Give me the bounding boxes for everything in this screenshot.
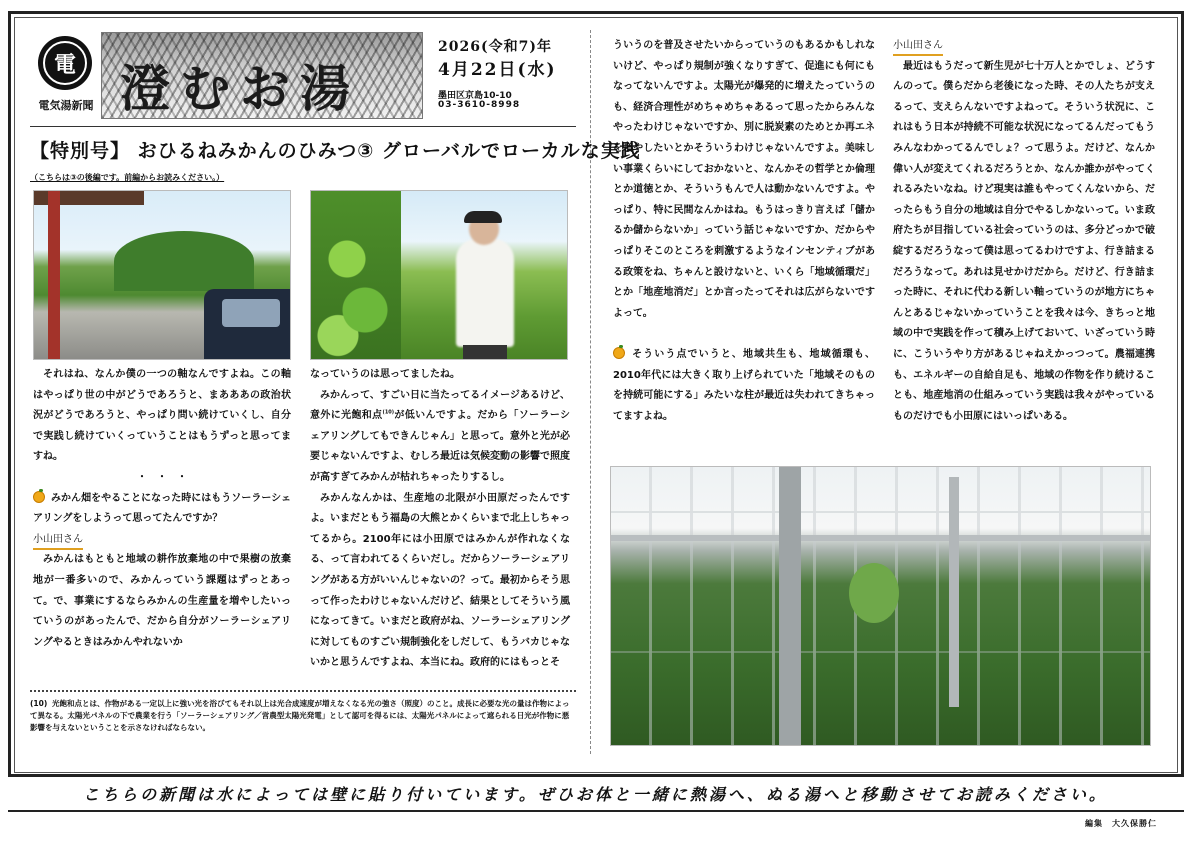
- footnote-number: (10): [30, 699, 48, 708]
- section-break: ・・・: [137, 471, 197, 483]
- footnote-rule: [30, 690, 576, 692]
- address: 墨田区京島10-10: [438, 91, 512, 101]
- spacer: [613, 324, 875, 345]
- interview-question: そういう点でいうと、地域共生も、地域循環も、2010年代には大きく取り上げられていた「地域そのものを持続可能にする」みたいな柱が最近は失われてきちゃってますよね。: [613, 348, 875, 422]
- masthead-title-box: [101, 32, 423, 119]
- speaker-label: 小山田さん: [893, 38, 943, 56]
- footnote-text: 光飽和点とは、作物がある一定以上に強い光を浴びてもそれ以上は光合成速度が増えなくなる光の強さ（照度）のこと。成長に必要な光の量は作物によって異なる。太陽光パネルの下で農業を行う「ソーラーシェアリング／営農型太陽光発電」として認可を得るには、太陽光パネルによって遮られる日光が作物に悪影響を与えないということを示さなければならない。: [30, 699, 570, 732]
- article-paragraph: ういうのを普及させたいからっていうのもあるかもしれないけど、やっぱり規制が強くなりすぎて、促進にも何にもなってないんですよ。太陽光が爆発的に増えたっていうのも、経済合理性がめちゃめちゃあるって思ったからみんなやったわけじゃないですか、別に脱炭素のためとか再エネを増やしたいとかそういうわけじゃないんですよ。美味しい事業くらいにしておかないと、なんかその哲学とか倫理とか道徳とか、そういうもんで人は動かないんですよ。やっぱり、特に民間なんかはね。もうはっきり言えば「儲かるか儲からないか」っていう話じゃないですか、だからやっぱりそこのところを刺激するようなインセンティブがある政策をね、ちゃんと設けないと、いくら「地域循環だ」とか「地産地消だ」とか言ったってそれは広がらないですよって。: [613, 40, 875, 319]
- header-rule: [30, 126, 576, 127]
- footer-rule: [8, 810, 1184, 812]
- footer-banner: こちらの新聞は水によっては壁に貼り付いています。ぜひお体と一緒に熱湯へ、ぬる湯へと移動させてお読みください。: [83, 785, 1108, 804]
- article-headline: 【特別号】 おひるねみかんのひみつ③ グローバルでローカルな実践: [30, 140, 641, 162]
- farmer-in-grove-photo: [310, 190, 568, 360]
- farm-road-photo: [33, 190, 291, 360]
- footnote-ref: (10): [382, 409, 395, 416]
- issue-date-day: 4月22日(水): [438, 60, 557, 80]
- editor-credit: 編集 大久保勝仁: [1085, 819, 1157, 828]
- orange-icon: [613, 347, 625, 359]
- article-column-4: [893, 36, 1155, 427]
- article-column-2: [310, 365, 570, 674]
- publisher-name: 電気湯新聞: [38, 99, 94, 112]
- article-paragraph: みかんって、すごい日に当たってるイメージあるけど、意外に光飽和点$^{(10)}$が低いんですよ。だから「ソーラーシェアリングしてもできんじゃん」と思って。意外と光が必要じゃないんですよ、むしろ最近は気候変動の影響で照度が高すぎてみかんが枯れちゃったりするし。: [310, 389, 570, 483]
- interview-question: みかん畑をやることになった時にはもうソーラーシェアリングをしようって思ってたんですか？: [33, 492, 291, 525]
- article-paragraph: みかんはもともと地域の耕作放棄地の中で果樹の放棄地が一番多いので、みかんっていう課題はずっとあって。で、事業にするならみかんの生産量を増やしたいっていうのがあったんで、だから自分がソーラーシェアリングやるときはみかんやれないか: [33, 554, 291, 648]
- article-paragraph: それはね、なんか僕の一つの軸なんですよね。この軸はやっぱり世の中がどうであろうと、まあああの政治状況がどうであろうと、やっぱり問い続けていくし、自分で実践し続けていくっていうことはもうずっと思ってますね。: [33, 369, 291, 463]
- article-column-1: [33, 365, 291, 653]
- orange-icon: [33, 491, 45, 503]
- issue-date-year: 2026(令和7)年: [438, 39, 552, 55]
- article-column-3: [613, 36, 875, 427]
- article-paragraph: なっていうのは思ってましたね。: [310, 369, 460, 380]
- newspaper-logo-icon: [38, 36, 92, 90]
- continued-note: （こちらは③の後編です。前編からお読みください。）: [30, 173, 225, 182]
- article-paragraph: みかんなんかは、生産地の北限が小田原だったんですよ。いまだともう福島の大熊とかくらいまで北上しちゃってるから。2100年には小田原ではみかんが作れなくなる、って言われてるくらいだし。だからソーラーシェアリングがある方がいいんじゃないの？って。最初からそう思って作ったわけじゃないんだけど、結果としてそういう風になってきて。いまだと政府がね、ソーラーシェアリングに対してものすごい規制強化をしだして、もうバカじゃないかと思うんですよね、本当にね。政府的にはもっとそ: [310, 492, 570, 669]
- article-paragraph: 最近はもうだって新生児が七十万人とかでしょ、どうすんのって。僕らだから老後になった時、その人たちが支えるって、支えらんないですよねって。そういう状況に、これはもう日本が持続不可能な状況になってるんだってもうみんなわかってるんでしょ？って思うよ。だけど、なんか偉い人が変えてくれるだろうとか、なんか誰かがやってくれるみたいなね。けど現実は誰もやってくんないから、だったらもう自分の地域は自分でやるしかないって。いま政府たちが目指している社会っていうのは、多分どっかで破綻するだろうなって僕は思ってるわけですよ、行き詰まるだろうなって。あれは見せかけだから。だけど、行き詰まった時に、それに代わる新しい軸っていうのが地方にちゃんとあるじゃないかっていうことを我々は今、きちっと地域の中で実践を作って積み上げておいて、いざっていう時に、こういうやり方があるじゃねえかっつって。農福連携も、エネルギーの自給自足も、地域の作物を作り続けることも、地産地消の仕組みっていう実践は我々がやっているものだけでも小田原にはいっぱいある。: [893, 60, 1155, 422]
- solar-sharing-field-photo: [610, 466, 1151, 746]
- speaker-label: 小山田さん: [33, 532, 83, 550]
- logo-char: 電: [43, 41, 87, 85]
- masthead-title: 澄むお湯: [120, 59, 360, 118]
- phone: 03-3610-8998: [438, 100, 521, 110]
- footnote: [30, 698, 576, 734]
